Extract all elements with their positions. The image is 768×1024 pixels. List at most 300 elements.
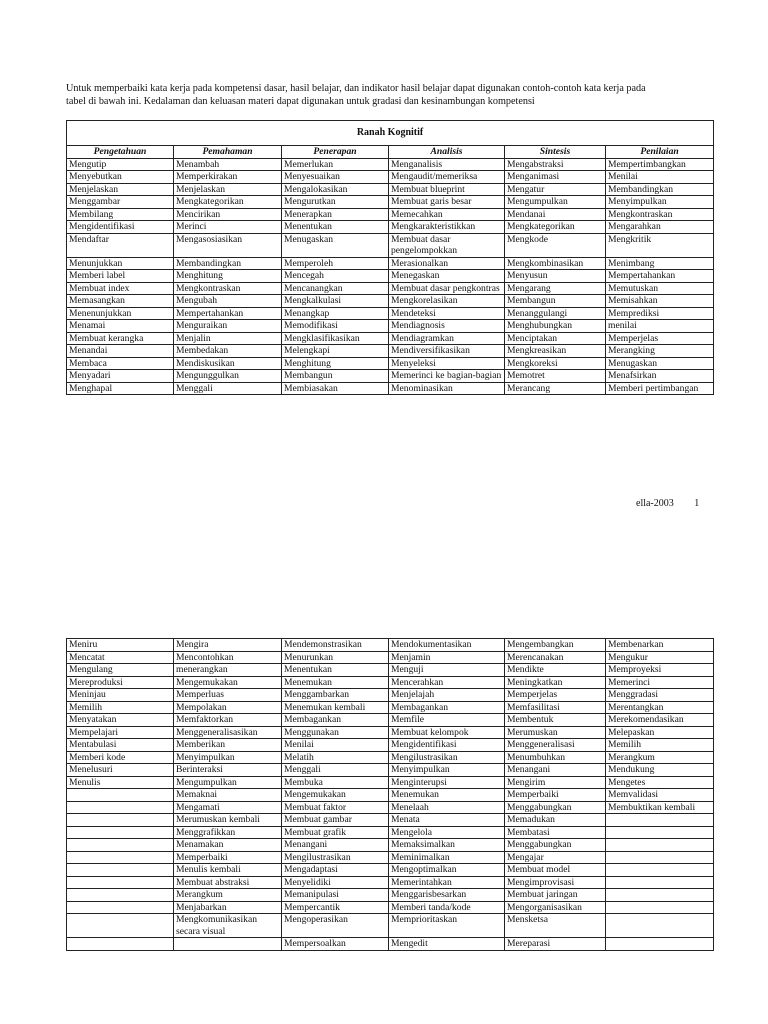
table-cell: Mengelola xyxy=(389,826,505,839)
table-cell: Menggabungkan xyxy=(505,801,606,814)
table-cell: Mengarahkan xyxy=(606,221,714,234)
column-header: Analisis xyxy=(389,146,505,159)
table-cell: Menentukan xyxy=(282,221,389,234)
verb-table-continued xyxy=(66,638,714,951)
column-header: Pengetahuan xyxy=(67,146,174,159)
table-cell: Memvalidasi xyxy=(606,789,714,802)
table-cell xyxy=(606,814,714,827)
table-cell: Menangani xyxy=(282,839,389,852)
table-cell: Membatasi xyxy=(505,826,606,839)
table-cell xyxy=(67,889,174,902)
table-cell xyxy=(67,851,174,864)
table-cell xyxy=(67,789,174,802)
table-row xyxy=(67,689,714,702)
table-cell: Mendeteksi xyxy=(389,307,505,320)
intro-paragraph xyxy=(66,82,716,108)
table-cell: Mengajar xyxy=(505,851,606,864)
table-cell xyxy=(606,826,714,839)
table-cell: Mengalokasikan xyxy=(282,183,389,196)
table-cell: Menjelaskan xyxy=(174,183,282,196)
table-cell: Menggarisbesarkan xyxy=(389,889,505,902)
table-cell: Mengadaptasi xyxy=(282,864,389,877)
table-cell: Menurunkan xyxy=(282,651,389,664)
table-row xyxy=(67,651,714,664)
table-cell: Memperbaiki xyxy=(505,789,606,802)
table-cell: Memerlukan xyxy=(282,158,389,171)
table-cell: Mengaudit/memeriksa xyxy=(389,171,505,184)
table-cell: Mempelajari xyxy=(67,726,174,739)
table-cell: Mencerahkan xyxy=(389,676,505,689)
table-cell: Membuat jaringan xyxy=(505,889,606,902)
table-cell: Meminimalkan xyxy=(389,851,505,864)
table-cell: Mengoptimalkan xyxy=(389,864,505,877)
table-cell: Merencanakan xyxy=(505,651,606,664)
table-cell: Menandai xyxy=(67,345,174,358)
table-cell: Membuat model xyxy=(505,864,606,877)
table-cell: Mencegah xyxy=(282,270,389,283)
table-cell: Meniru xyxy=(67,639,174,652)
table-cell xyxy=(606,876,714,889)
table-cell: Memberi kode xyxy=(67,751,174,764)
table-cell: Menghubungkan xyxy=(505,320,606,333)
table-cell: Mempolakan xyxy=(174,701,282,714)
table-cell: Mendukung xyxy=(606,764,714,777)
table-cell: Mendiagramkan xyxy=(389,332,505,345)
table-cell: Menyeleksi xyxy=(389,357,505,370)
table-cell: menilai xyxy=(606,320,714,333)
table-row xyxy=(67,864,714,877)
table-cell xyxy=(606,914,714,938)
table-cell: Mengkorelasikan xyxy=(389,295,505,308)
table-cell: Mengkombinasikan xyxy=(505,257,606,270)
table-cell: Mengkreasikan xyxy=(505,345,606,358)
table-row xyxy=(67,295,714,308)
column-header: Penilaian xyxy=(606,146,714,159)
table-cell: Memfaktorkan xyxy=(174,714,282,727)
table-cell: Menganalisis xyxy=(389,158,505,171)
table-cell: Merasionalkan xyxy=(389,257,505,270)
table-cell: Menggali xyxy=(282,764,389,777)
table-cell: Membenarkan xyxy=(606,639,714,652)
table-cell: Menggabungkan xyxy=(505,839,606,852)
table-cell: Membaca xyxy=(67,357,174,370)
table-cell: Membuka xyxy=(282,776,389,789)
table-cell: Mengirim xyxy=(505,776,606,789)
verb-table-kognitif xyxy=(66,120,714,395)
table-cell: Memberi label xyxy=(67,270,174,283)
table-cell: Mengkomunikasikan secara visual xyxy=(174,914,282,938)
table-cell xyxy=(67,901,174,914)
table-cell: Mengulang xyxy=(67,664,174,677)
table-cell: Melepaskan xyxy=(606,726,714,739)
table-cell: Mengurutkan xyxy=(282,196,389,209)
table-row xyxy=(67,801,714,814)
table-cell: Membuat index xyxy=(67,282,174,295)
table-cell: Menggali xyxy=(174,382,282,395)
table-row xyxy=(67,233,714,257)
table-cell: Mengunggulkan xyxy=(174,370,282,383)
page-footer xyxy=(636,498,699,509)
table-row xyxy=(67,776,714,789)
table-cell: Menjalin xyxy=(174,332,282,345)
table-cell: Mengklasifikasikan xyxy=(282,332,389,345)
table-row xyxy=(67,764,714,777)
table-cell xyxy=(606,839,714,852)
table-row xyxy=(67,270,714,283)
table-cell: Menyadari xyxy=(67,370,174,383)
table-cell: Menentukan xyxy=(282,664,389,677)
table-cell: Mengira xyxy=(174,639,282,652)
table-row xyxy=(67,639,714,652)
column-header: Sintesis xyxy=(505,146,606,159)
table-cell: Membentuk xyxy=(505,714,606,727)
table-cell: Memerinci xyxy=(606,676,714,689)
table-cell: Menerapkan xyxy=(282,208,389,221)
table-cell: Menimbang xyxy=(606,257,714,270)
table-cell xyxy=(67,814,174,827)
table-cell: Menafsirkan xyxy=(606,370,714,383)
intro-line-2: tabel di bawah ini. Kedalaman dan keluasan materi dapat digunakan untuk gradasi dan kesinambungan kompetensi xyxy=(66,96,535,107)
table-cell: Menyelidiki xyxy=(282,876,389,889)
table-row xyxy=(67,938,714,951)
table-row xyxy=(67,701,714,714)
table-cell xyxy=(67,864,174,877)
table-cell: Membandingkan xyxy=(174,257,282,270)
table-cell: Mendiversifikasikan xyxy=(389,345,505,358)
table-cell: Memperbaiki xyxy=(174,851,282,864)
table-cell: Menjelaskan xyxy=(67,183,174,196)
table-cell: Melatih xyxy=(282,751,389,764)
table-cell: Mengkritik xyxy=(606,233,714,257)
table-cell: Menominasikan xyxy=(389,382,505,395)
intro-line-1: Untuk memperbaiki kata kerja pada kompetensi dasar, hasil belajar, dan indikator hasil belajar dapat digunakan contoh-contoh kata kerja pada xyxy=(66,83,646,94)
table-cell: Mendanai xyxy=(505,208,606,221)
table-cell: Menelusuri xyxy=(67,764,174,777)
table-cell: Memberi pertimbangan xyxy=(606,382,714,395)
table-cell: Menemukan xyxy=(389,789,505,802)
table-cell: Membedakan xyxy=(174,345,282,358)
table-cell: Mengorganisasikan xyxy=(505,901,606,914)
table-row xyxy=(67,914,714,938)
table-cell: Membangun xyxy=(505,295,606,308)
table-cell: Memecahkan xyxy=(389,208,505,221)
table-cell: Mengumpulkan xyxy=(174,776,282,789)
table-cell: Mempertahankan xyxy=(606,270,714,283)
table-cell: Mengkoreksi xyxy=(505,357,606,370)
table-cell: Mengubah xyxy=(174,295,282,308)
table-row xyxy=(67,171,714,184)
table-cell: Mentabulasi xyxy=(67,739,174,752)
table-row xyxy=(67,839,714,852)
table-row xyxy=(67,307,714,320)
table-cell: Mereparasi xyxy=(505,938,606,951)
table-cell: Mengemukakan xyxy=(174,676,282,689)
table-cell: Menenunjukkan xyxy=(67,307,174,320)
table-cell: Menyebutkan xyxy=(67,171,174,184)
table-cell: Memberikan xyxy=(174,739,282,752)
table-cell xyxy=(67,938,174,951)
table-cell: Memasangkan xyxy=(67,295,174,308)
table-cell: Menggradasi xyxy=(606,689,714,702)
table-cell: Memotret xyxy=(505,370,606,383)
table-cell: Mengkarakteristikkan xyxy=(389,221,505,234)
table-cell: Memisahkan xyxy=(606,295,714,308)
table-cell: Menumbuhkan xyxy=(505,751,606,764)
table-cell: Menamai xyxy=(67,320,174,333)
table-row xyxy=(67,382,714,395)
table-cell: Mengedit xyxy=(389,938,505,951)
table-cell: Membuat gambar xyxy=(282,814,389,827)
table-cell: Mengilustrasikan xyxy=(282,851,389,864)
table-cell: Mengidentifikasi xyxy=(389,739,505,752)
table-cell: Mencanangkan xyxy=(282,282,389,295)
table-cell: Mempersoalkan xyxy=(282,938,389,951)
table-cell: Menggambar xyxy=(67,196,174,209)
table-cell: Merumuskan kembali xyxy=(174,814,282,827)
table-cell: menerangkan xyxy=(174,664,282,677)
table-cell: Mengkategorikan xyxy=(174,196,282,209)
table-cell: Mendiskusikan xyxy=(174,357,282,370)
table-cell xyxy=(67,839,174,852)
table-cell: Mendemonstrasikan xyxy=(282,639,389,652)
table-cell: Menamakan xyxy=(174,839,282,852)
table-cell xyxy=(174,938,282,951)
table-cell: Mengemukakan xyxy=(282,789,389,802)
table-cell: Menjamin xyxy=(389,651,505,664)
table-cell: Menugaskan xyxy=(282,233,389,257)
table-cell: Memerinci ke bagian-bagian xyxy=(389,370,505,383)
table-cell: Menambah xyxy=(174,158,282,171)
table-cell: Mengasosiasikan xyxy=(174,233,282,257)
table-cell: Mengutip xyxy=(67,158,174,171)
table-cell: Memfile xyxy=(389,714,505,727)
table-cell: Mengetes xyxy=(606,776,714,789)
table-cell: Membagankan xyxy=(282,714,389,727)
table-cell: Memfasilitasi xyxy=(505,701,606,714)
table-cell: Menulis xyxy=(67,776,174,789)
table-cell: Merinci xyxy=(174,221,282,234)
table-cell: Merangking xyxy=(606,345,714,358)
table-cell: Meningkatkan xyxy=(505,676,606,689)
table-cell: Menata xyxy=(389,814,505,827)
table-row xyxy=(67,257,714,270)
table-cell: Memanipulasi xyxy=(282,889,389,902)
table-row xyxy=(67,282,714,295)
table-cell: Membuat garis besar xyxy=(389,196,505,209)
table-cell: Mereproduksi xyxy=(67,676,174,689)
table-row xyxy=(67,876,714,889)
table-cell: Menghitung xyxy=(174,270,282,283)
table-row xyxy=(67,726,714,739)
table-cell: Membuat faktor xyxy=(282,801,389,814)
table-cell: Memprioritaskan xyxy=(389,914,505,938)
table-cell: Membiasakan xyxy=(282,382,389,395)
table-cell: Menanggulangi xyxy=(505,307,606,320)
table-row xyxy=(67,370,714,383)
table-cell: Membuat abstraksi xyxy=(174,876,282,889)
table-row xyxy=(67,221,714,234)
table-cell: Memilih xyxy=(606,739,714,752)
table-cell: Memprediksi xyxy=(606,307,714,320)
table-cell: Menelaah xyxy=(389,801,505,814)
table-cell: Membuat dasar pengkontras xyxy=(389,282,505,295)
table-cell xyxy=(67,914,174,938)
table-title: Ranah Kognitif xyxy=(67,121,714,146)
table-cell: Menguraikan xyxy=(174,320,282,333)
table-cell: Mempercantik xyxy=(282,901,389,914)
table-cell: Memperjelas xyxy=(505,689,606,702)
table-row xyxy=(67,664,714,677)
table-cell: Membuat dasar pengelompokkan xyxy=(389,233,505,257)
table-cell: Merumuskan xyxy=(505,726,606,739)
table-cell: Menemukan xyxy=(282,676,389,689)
table-cell: Mendaftar xyxy=(67,233,174,257)
table-row xyxy=(67,826,714,839)
table-row xyxy=(67,208,714,221)
table-cell: Menghitung xyxy=(282,357,389,370)
table-cell: Membuat grafik xyxy=(282,826,389,839)
table-cell: Memperoleh xyxy=(282,257,389,270)
table-cell: Mengukur xyxy=(606,651,714,664)
table-cell: Menunjukkan xyxy=(67,257,174,270)
table-cell: Memilih xyxy=(67,701,174,714)
table-row xyxy=(67,851,714,864)
table-cell: Menjabarkan xyxy=(174,901,282,914)
table-cell: Menggeneralisasi xyxy=(505,739,606,752)
footer-author: ella-2003 xyxy=(636,498,674,509)
table-cell: Membagankan xyxy=(389,701,505,714)
table-cell: Mengamati xyxy=(174,801,282,814)
table-cell: Mengatur xyxy=(505,183,606,196)
table-cell: Menginterupsi xyxy=(389,776,505,789)
page-number: 1 xyxy=(694,498,700,509)
table-cell xyxy=(606,938,714,951)
table-cell xyxy=(606,864,714,877)
table-cell: Mendokumentasikan xyxy=(389,639,505,652)
table-cell: Memutuskan xyxy=(606,282,714,295)
table-cell: Melengkapi xyxy=(282,345,389,358)
table-row xyxy=(67,814,714,827)
table-cell: Menemukan kembali xyxy=(282,701,389,714)
table-cell: Mengkontraskan xyxy=(174,282,282,295)
table-row xyxy=(67,739,714,752)
table-row xyxy=(67,345,714,358)
table-cell: Mengoperasikan xyxy=(282,914,389,938)
table-cell: Menyesuaikan xyxy=(282,171,389,184)
table-row xyxy=(67,357,714,370)
table-cell: Memproyeksi xyxy=(606,664,714,677)
table-cell: Mendiagnosis xyxy=(389,320,505,333)
table-cell: Mengkontraskan xyxy=(606,208,714,221)
table-cell: Memodifikasi xyxy=(282,320,389,333)
table-cell xyxy=(606,889,714,902)
table-cell: Menangani xyxy=(505,764,606,777)
table-cell: Memperluas xyxy=(174,689,282,702)
table-cell: Membandingkan xyxy=(606,183,714,196)
table-cell: Mengkode xyxy=(505,233,606,257)
table-cell: Menyimpulkan xyxy=(606,196,714,209)
table-cell: Membangun xyxy=(282,370,389,383)
table-cell: Menegaskan xyxy=(389,270,505,283)
table-cell: Memaksimalkan xyxy=(389,839,505,852)
table-row xyxy=(67,320,714,333)
table-row xyxy=(67,332,714,345)
table-cell: Merentangkan xyxy=(606,701,714,714)
table-cell: Memadukan xyxy=(505,814,606,827)
table-cell: Menyatakan xyxy=(67,714,174,727)
table-row xyxy=(67,714,714,727)
table-cell: Membuat kelompok xyxy=(389,726,505,739)
table-row xyxy=(67,889,714,902)
table-cell: Membuat kerangka xyxy=(67,332,174,345)
table-row xyxy=(67,751,714,764)
table-cell: Memperjelas xyxy=(606,332,714,345)
table-cell: Merangkum xyxy=(174,889,282,902)
table-cell: Menciptakan xyxy=(505,332,606,345)
table-cell: Mempertimbangkan xyxy=(606,158,714,171)
table-cell: Mensketsa xyxy=(505,914,606,938)
table-cell: Menggambarkan xyxy=(282,689,389,702)
table-cell: Mengkategorikan xyxy=(505,221,606,234)
table-cell: Membuat blueprint xyxy=(389,183,505,196)
table-cell: Menulis kembali xyxy=(174,864,282,877)
table-cell: Mencatat xyxy=(67,651,174,664)
column-header: Penerapan xyxy=(282,146,389,159)
table-cell: Mengabstraksi xyxy=(505,158,606,171)
table-cell: Mendikte xyxy=(505,664,606,677)
table-cell: Menghapal xyxy=(67,382,174,395)
table-cell: Memerintahkan xyxy=(389,876,505,889)
table-cell: Merangkum xyxy=(606,751,714,764)
table-row xyxy=(67,789,714,802)
table-cell: Membilang xyxy=(67,208,174,221)
table-cell xyxy=(67,876,174,889)
table-cell: Menggunakan xyxy=(282,726,389,739)
table-cell: Menilai xyxy=(606,171,714,184)
table-cell: Menjelajah xyxy=(389,689,505,702)
table-row xyxy=(67,676,714,689)
table-cell: Menggeneralisasikan xyxy=(174,726,282,739)
table-row xyxy=(67,196,714,209)
table-cell: Mengembangkan xyxy=(505,639,606,652)
table-cell: Menyimpulkan xyxy=(174,751,282,764)
table-cell: Menyimpulkan xyxy=(389,764,505,777)
table-cell: Memberi tanda/kode xyxy=(389,901,505,914)
table-cell: Mengkalkulasi xyxy=(282,295,389,308)
table-cell: Menganimasi xyxy=(505,171,606,184)
table-row xyxy=(67,901,714,914)
table-cell: Menguji xyxy=(389,664,505,677)
table-cell xyxy=(67,826,174,839)
table-cell: Mengumpulkan xyxy=(505,196,606,209)
table-cell: Menggrafikkan xyxy=(174,826,282,839)
table-cell: Mempertahankan xyxy=(174,307,282,320)
table-cell xyxy=(606,851,714,864)
table-cell: Merekomendasikan xyxy=(606,714,714,727)
table-cell: Mencontohkan xyxy=(174,651,282,664)
table-cell: Mengarang xyxy=(505,282,606,295)
table-cell: Menugaskan xyxy=(606,357,714,370)
table-cell: Mencirikan xyxy=(174,208,282,221)
table-cell: Menilai xyxy=(282,739,389,752)
table-cell: Berinteraksi xyxy=(174,764,282,777)
table-cell: Membuktikan kembali xyxy=(606,801,714,814)
table-cell xyxy=(67,801,174,814)
table-cell: Mengidentifikasi xyxy=(67,221,174,234)
table-cell: Menyusun xyxy=(505,270,606,283)
table-cell: Merancang xyxy=(505,382,606,395)
table-cell: Mengilustrasikan xyxy=(389,751,505,764)
